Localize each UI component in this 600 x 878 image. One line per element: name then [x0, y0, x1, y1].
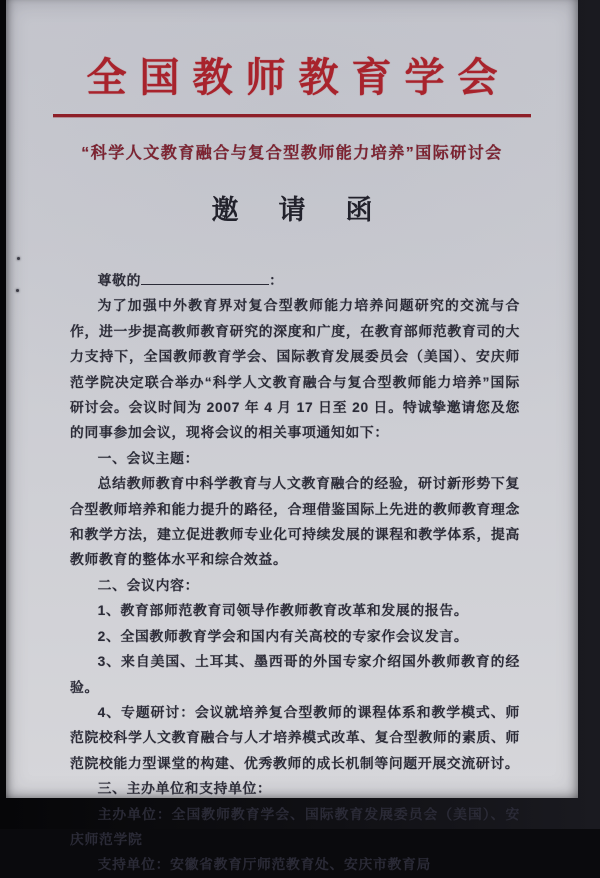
salutation-prefix: 尊敬的 — [97, 273, 142, 288]
salutation-colon: ： — [269, 273, 284, 288]
conference-title: “科学人文教育融合与复合型教师能力培养”国际研讨会 — [81, 145, 503, 162]
organizers-line: 主办单位：全国教师教育学会、国际教育发展委员会（美国）、安庆师范学院 — [70, 806, 520, 847]
section-heading-content: 二、会议内容： — [97, 577, 200, 593]
document-page — [6, 0, 578, 873]
document-title: 邀请函 — [211, 195, 413, 226]
agenda-item: 4、专题研讨：会议就培养复合型教师的课程体系和教学模式、师范院校科学人文教育融合与人才培养模式改革、复合型教师的素质、师范院校能力型课堂的构建、优秀教师的成长机制等问题开展交流研讨。 — [70, 704, 520, 771]
recipient-name-blank — [141, 270, 269, 285]
topic-paragraph: 总结教师教育中科学教育与人文教育融合的经验，研讨新形势下复合型教师培养和能力提升的路径，合理借鉴国际上先进的教师教育理念和教学方法，建立促进教师专业化可持续发展的课程和教学体系，提高教师教育的整体水平和综合效益。 — [70, 476, 520, 568]
organization-title: 全国教师教育学会 — [86, 55, 511, 100]
agenda-item: 2、全国教师教育学会和国内有关高校的专家作会议发言。 — [97, 628, 469, 644]
intro-paragraph: 为了加强中外教育界对复合型教师能力培养问题研究的交流与合作，进一步提高教师教育研究的深度和广度，在教育部师范教育司的大力支持下，全国教师教育学会、国际教育发展委员会（美国）、安庆师范学院决定联合举办“科学人文教育融合与复合型教师能力培养”国际研讨会。会议时间为 2007 年 4 月 17 日至 20 日。特诚挚邀请您及您的同事参加会议，现将会议的相关事项通知如下： — [70, 298, 520, 441]
supporters-line: 支持单位：安徽省教育厅师范教育处、安庆市教育局 — [97, 857, 432, 873]
binding-hole-dot — [17, 257, 20, 260]
section-heading-organizers: 三、主办单位和支持单位： — [97, 781, 272, 797]
letter-body — [70, 268, 520, 878]
salutation-line — [70, 268, 520, 293]
agenda-item: 1、教育部师范教育司领导作教师教育改革和发展的报告。 — [97, 603, 469, 619]
binding-hole-dot — [16, 289, 19, 292]
section-heading-topic: 一、会议主题： — [97, 450, 200, 466]
agenda-item: 3、来自美国、土耳其、墨西哥的外国专家介绍国外教师教育的经验。 — [70, 654, 520, 695]
header-divider-rule — [53, 114, 531, 117]
